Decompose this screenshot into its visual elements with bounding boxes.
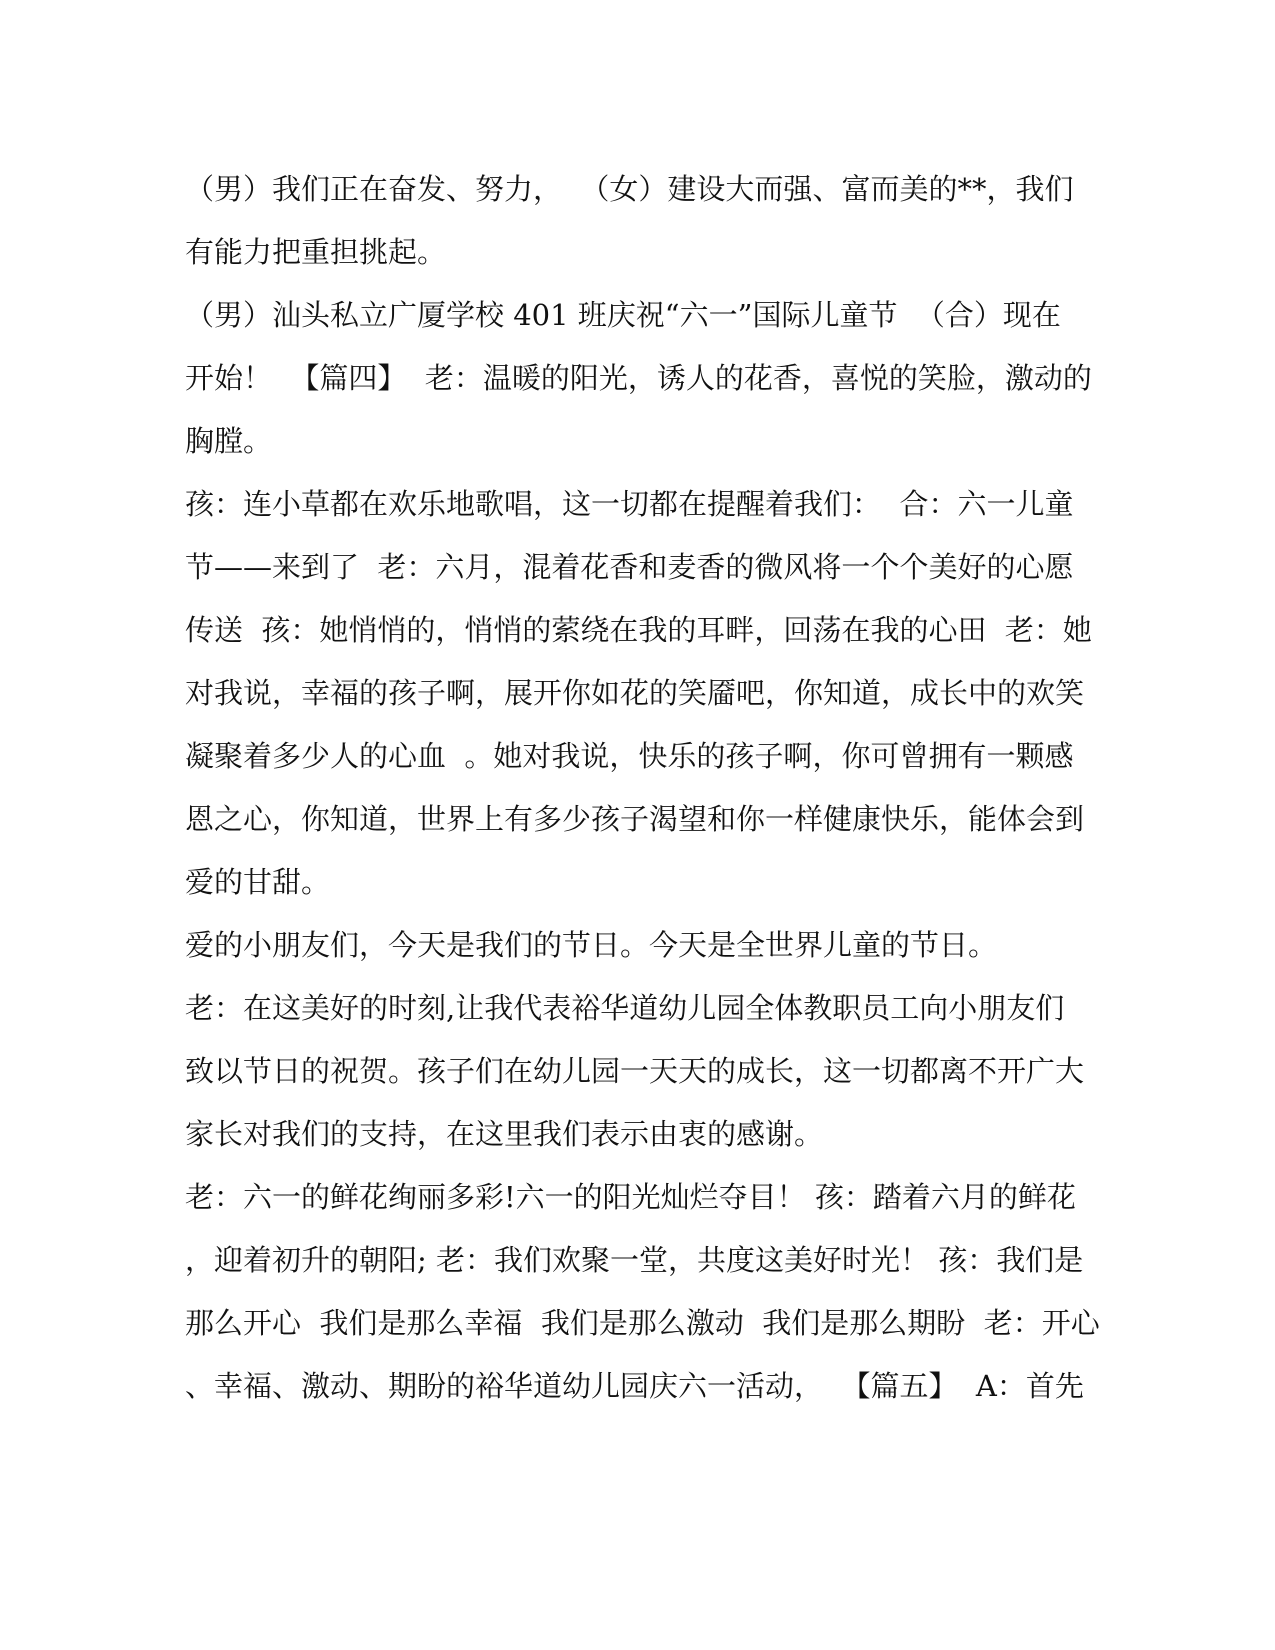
text-line: 爱的甘甜。 bbox=[185, 865, 331, 899]
text-line: 开始！ 【篇四】 老：温暖的阳光，诱人的花香，喜悦的笑脸，激动的 bbox=[185, 361, 1092, 395]
text-line: 致以节日的祝贺。孩子们在幼儿园一天天的成长，这一切都离不开广大 bbox=[185, 1054, 1085, 1088]
text-line: 老：在这美好的时刻,让我代表裕华道幼儿园全体教职员工向小朋友们 bbox=[185, 991, 1065, 1025]
text-line: 节——来到了 老：六月，混着花香和麦香的微风将一个个美好的心愿 bbox=[185, 550, 1074, 584]
text-line: ，迎着初升的朝阳; 老：我们欢聚一堂，共度这美好时光！ 孩：我们是 bbox=[185, 1243, 1084, 1277]
text-line: 那么开心 我们是那么幸福 我们是那么激动 我们是那么期盼 老：开心 bbox=[185, 1306, 1100, 1340]
text-line: 家长对我们的支持，在这里我们表示由衷的感谢。 bbox=[185, 1117, 824, 1151]
text-line: 、幸福、激动、期盼的裕华道幼儿园庆六一活动， 【篇五】 A：首先 bbox=[185, 1369, 1084, 1403]
text-line: 传送 孩：她悄悄的，悄悄的萦绕在我的耳畔，回荡在我的心田 老：她 bbox=[185, 613, 1092, 647]
document-body bbox=[185, 158, 1100, 1418]
text-line: 老：六一的鲜花绚丽多彩!六一的阳光灿烂夺目！ 孩：踏着六月的鲜花 bbox=[185, 1180, 1076, 1214]
text-line: （男）汕头私立广厦学校 401 班庆祝“六一”国际儿童节 （合）现在 bbox=[185, 298, 1061, 332]
text-line: 孩：连小草都在欢乐地歌唱，这一切都在提醒着我们： 合：六一儿童 bbox=[185, 487, 1074, 521]
text-line: 对我说，幸福的孩子啊，展开你如花的笑靥吧，你知道，成长中的欢笑 bbox=[185, 676, 1085, 710]
text-line: 有能力把重担挑起。 bbox=[185, 235, 447, 269]
text-line: 恩之心，你知道，世界上有多少孩子渴望和你一样健康快乐，能体会到 bbox=[185, 802, 1085, 836]
text-line: （男）我们正在奋发、努力， （女）建设大而强、富而美的**，我们 bbox=[185, 172, 1074, 206]
text-line: 凝聚着多少人的心血 。她对我说，快乐的孩子啊，你可曾拥有一颗感 bbox=[185, 739, 1074, 773]
text-line: 胸膛。 bbox=[185, 424, 273, 458]
text-line: 爱的小朋友们，今天是我们的节日。今天是全世界儿童的节日。 bbox=[185, 928, 998, 962]
